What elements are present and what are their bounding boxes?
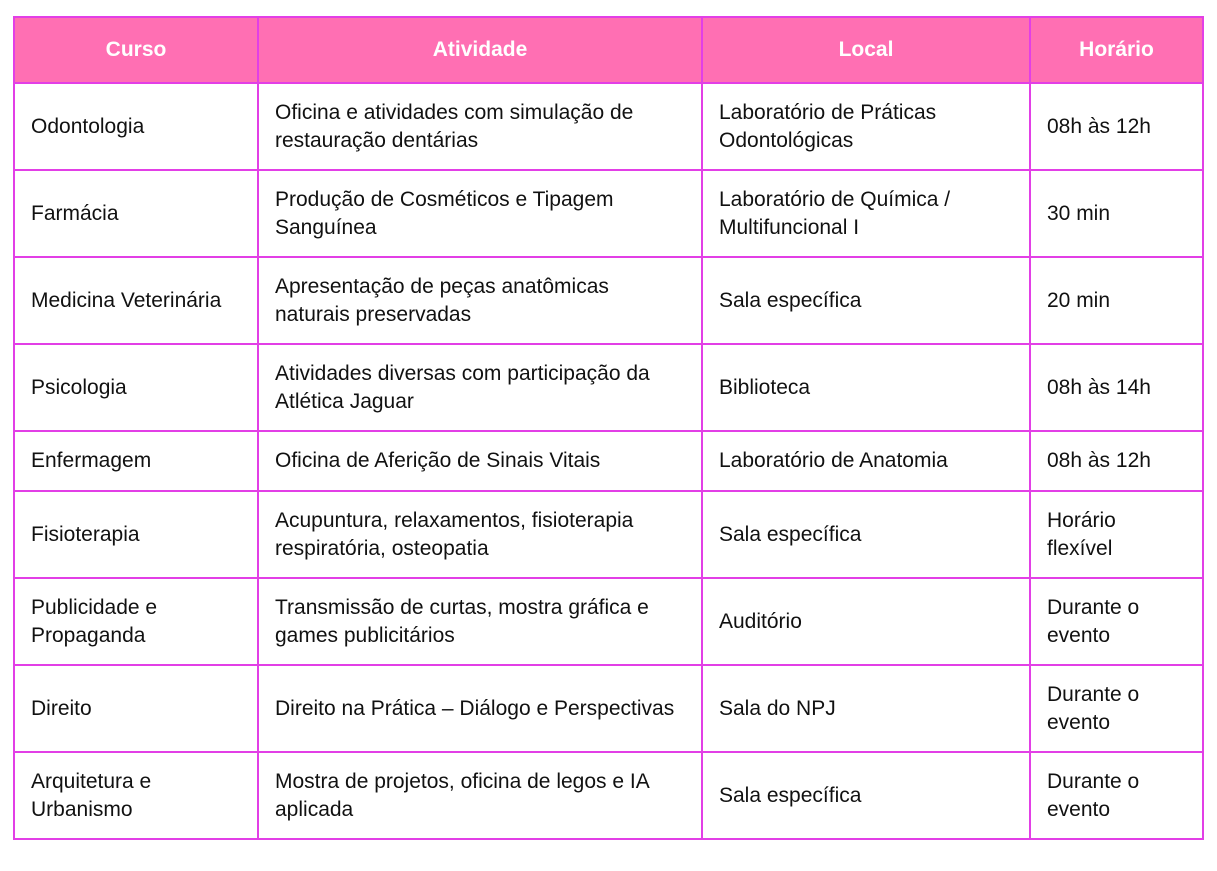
header-curso: Curso [14,17,258,83]
cell-horario: Durante o evento [1030,665,1203,752]
cell-local: Laboratório de Química / Multifuncional I [702,170,1030,257]
cell-curso: Fisioterapia [14,491,258,578]
cell-horario: Horário flexível [1030,491,1203,578]
header-row [14,17,1203,83]
cell-horario: Durante o evento [1030,578,1203,665]
cell-atividade: Atividades diversas com participação da Atlética Jaguar [258,344,702,431]
table-row [14,83,1203,170]
cell-local: Sala específica [702,752,1030,839]
table-row [14,170,1203,257]
table-row [14,431,1203,491]
cell-local: Auditório [702,578,1030,665]
cell-local: Laboratório de Anatomia [702,431,1030,491]
cell-local: Sala do NPJ [702,665,1030,752]
cell-curso: Publicidade e Propaganda [14,578,258,665]
cell-atividade: Oficina de Aferição de Sinais Vitais [258,431,702,491]
cell-atividade: Acupuntura, relaxamentos, fisioterapia respiratória, osteopatia [258,491,702,578]
cell-curso: Arquitetura e Urbanismo [14,752,258,839]
cell-curso: Enfermagem [14,431,258,491]
cell-curso: Farmácia [14,170,258,257]
header-atividade: Atividade [258,17,702,83]
cell-atividade: Oficina e atividades com simulação de restauração dentárias [258,83,702,170]
table-row [14,665,1203,752]
cell-horario: 08h às 14h [1030,344,1203,431]
cell-atividade: Apresentação de peças anatômicas naturais preservadas [258,257,702,344]
cell-horario: 08h às 12h [1030,431,1203,491]
cell-local: Biblioteca [702,344,1030,431]
cell-local: Sala específica [702,257,1030,344]
cell-atividade: Mostra de projetos, oficina de legos e IA aplicada [258,752,702,839]
table-row [14,578,1203,665]
table-row [14,491,1203,578]
header-horario: Horário [1030,17,1203,83]
cell-curso: Direito [14,665,258,752]
table-row [14,344,1203,431]
cell-atividade: Produção de Cosméticos e Tipagem Sanguínea [258,170,702,257]
cell-horario: 30 min [1030,170,1203,257]
cell-curso: Odontologia [14,83,258,170]
table-row [14,257,1203,344]
cell-horario: 20 min [1030,257,1203,344]
schedule-table [13,16,1204,840]
header-local: Local [702,17,1030,83]
cell-atividade: Direito na Prática – Diálogo e Perspectivas [258,665,702,752]
table-row [14,752,1203,839]
cell-atividade: Transmissão de curtas, mostra gráfica e games publicitários [258,578,702,665]
cell-curso: Psicologia [14,344,258,431]
cell-horario: 08h às 12h [1030,83,1203,170]
cell-horario: Durante o evento [1030,752,1203,839]
cell-local: Laboratório de Práticas Odontológicas [702,83,1030,170]
cell-curso: Medicina Veterinária [14,257,258,344]
cell-local: Sala específica [702,491,1030,578]
